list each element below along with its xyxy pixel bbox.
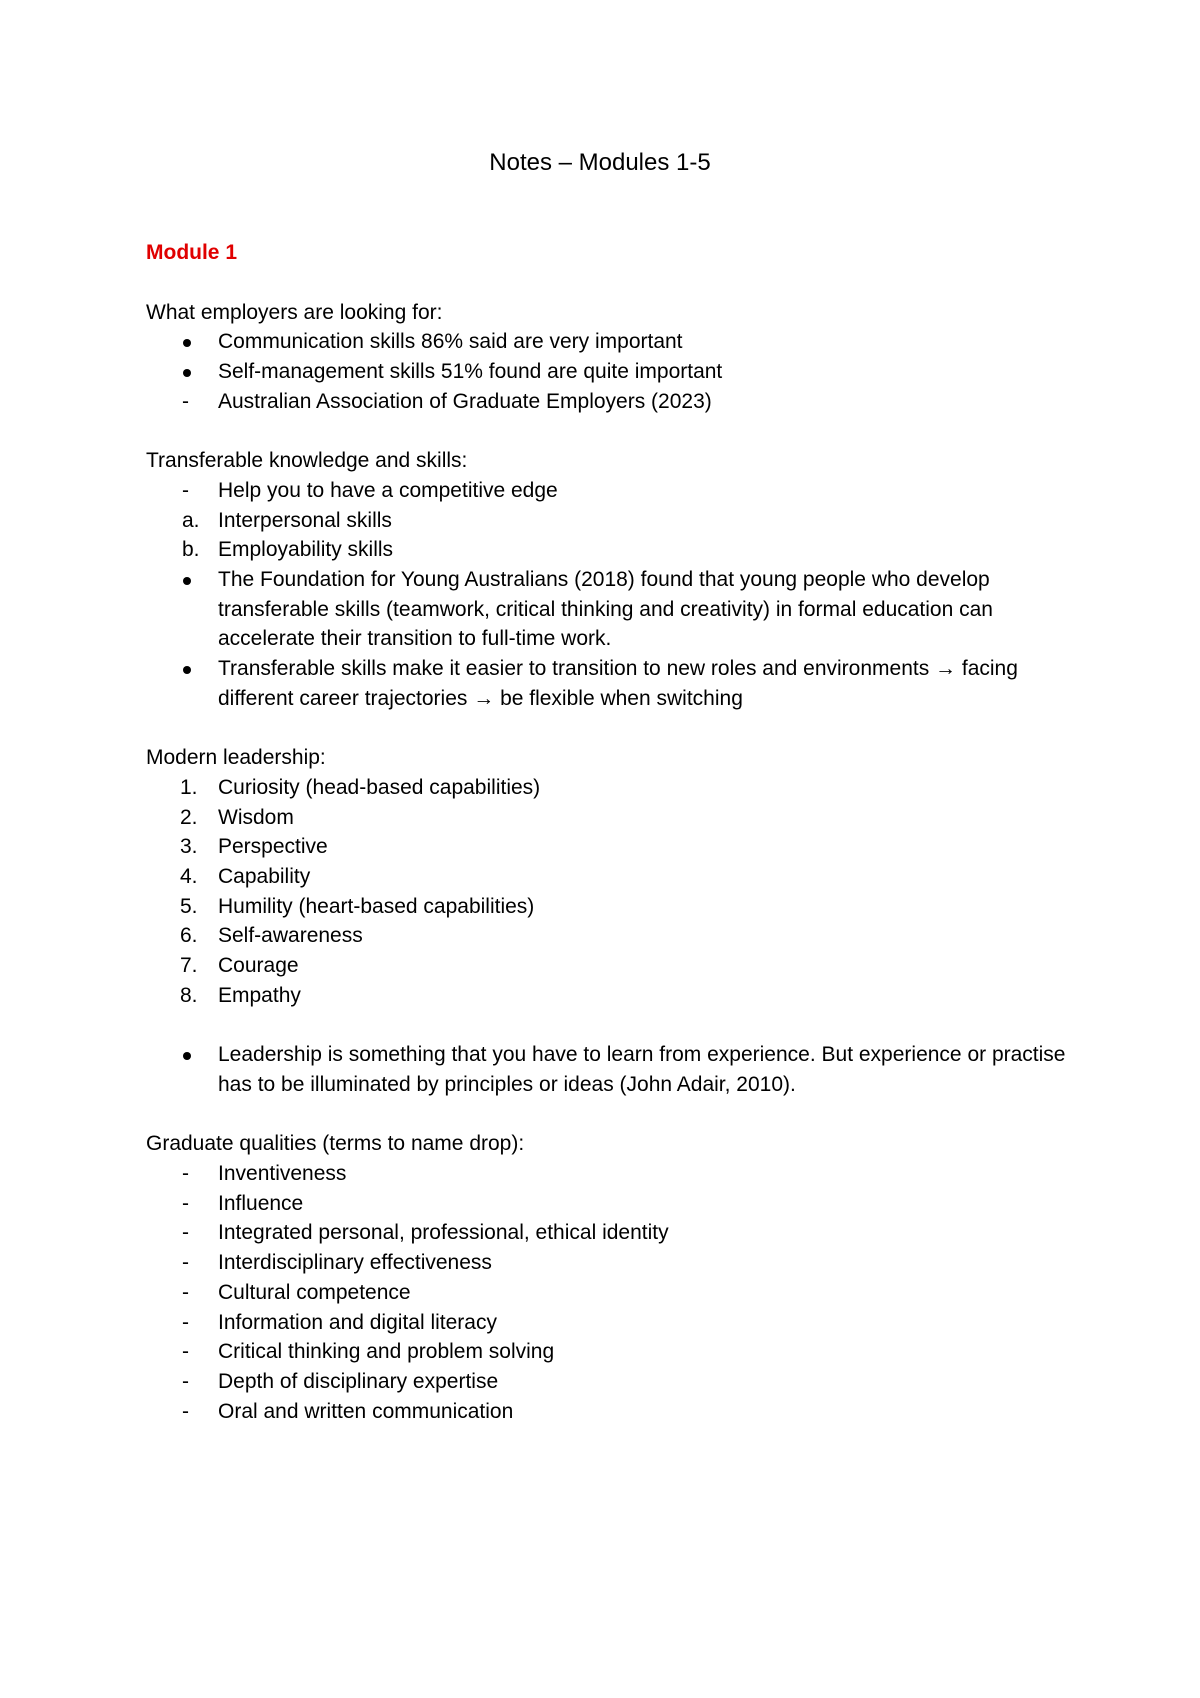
- list-item: [146, 981, 1066, 1011]
- list-item-text: Cultural competence: [218, 1280, 411, 1304]
- list-marker: 5.: [180, 894, 198, 918]
- list-marker: -: [182, 1280, 189, 1304]
- list-item: [146, 476, 1066, 506]
- list-marker: 6.: [180, 924, 198, 948]
- list-item: [146, 773, 1066, 803]
- list-marker: 4.: [180, 865, 198, 889]
- list-item-text: Self-awareness: [218, 924, 363, 948]
- section: [146, 1129, 1066, 1426]
- section-label: Modern leadership:: [146, 746, 326, 770]
- list-item: [146, 951, 1066, 981]
- list-item: [146, 327, 1066, 357]
- list-item: [146, 1248, 1066, 1278]
- section-list: [146, 773, 1066, 1100]
- list-item-text: Wisdom: [218, 805, 294, 829]
- list-item-text: Help you to have a competitive edge: [218, 478, 558, 502]
- list-item: [146, 654, 1066, 713]
- list-marker: a.: [182, 508, 200, 532]
- section-label: What employers are looking for:: [146, 300, 443, 324]
- list-marker: -: [182, 1162, 189, 1186]
- module-heading: Module 1: [146, 241, 238, 264]
- list-item-text: Perspective: [218, 835, 328, 859]
- list-item-text: Integrated personal, professional, ethical identity: [218, 1221, 669, 1245]
- list-item-text: Interdisciplinary effectiveness: [218, 1251, 492, 1275]
- list-marker: -: [182, 1191, 189, 1215]
- list-item-text: Information and digital literacy: [218, 1310, 497, 1334]
- document-title: Notes – Modules 1-5: [489, 149, 711, 176]
- list-item-text: Courage: [218, 954, 299, 978]
- list-item-text: Influence: [218, 1191, 304, 1215]
- list-marker: -: [182, 389, 189, 413]
- list-marker: -: [182, 1340, 189, 1364]
- list-item: [146, 565, 1066, 654]
- list-item: [146, 506, 1066, 536]
- list-item-text: Critical thinking and problem solving: [218, 1340, 555, 1364]
- list-item-text: Empathy: [218, 983, 301, 1007]
- list-item-text: Depth of disciplinary expertise: [218, 1369, 499, 1393]
- list-marker: b.: [182, 538, 200, 562]
- list-item: [146, 1308, 1066, 1338]
- blank-line: [146, 1011, 1066, 1041]
- list-item-text: Inventiveness: [218, 1162, 347, 1186]
- list-item: [146, 1337, 1066, 1367]
- list-item: [146, 892, 1066, 922]
- section: [146, 446, 1066, 713]
- list-item: [146, 803, 1066, 833]
- list-item-text: Humility (heart-based capabilities): [218, 894, 535, 918]
- list-item: [146, 921, 1066, 951]
- list-marker: -: [182, 1221, 189, 1245]
- list-item-text: Oral and written communication: [218, 1399, 514, 1423]
- document-body: [146, 238, 1066, 1456]
- list-item-text: Communication skills 86% said are very important: [218, 330, 683, 354]
- list-marker: 3.: [180, 835, 198, 859]
- section: [146, 743, 1066, 1099]
- list-item: [146, 1189, 1066, 1219]
- list-item: [146, 1040, 1066, 1099]
- list-item-text: Leadership is something that you have to learn from experience. But experience or practise has to be illuminated by principles or ideas (John Adair, 2010).: [218, 1043, 1066, 1096]
- section-label: Transferable knowledge and skills:: [146, 449, 468, 473]
- section: [146, 298, 1066, 417]
- section-list: [146, 1159, 1066, 1426]
- list-item-text: Self-management skills 51% found are quite important: [218, 360, 723, 384]
- list-item-text: Capability: [218, 865, 311, 889]
- list-item-text: Transferable skills make it easier to transition to new roles and environments → facing different career trajectories → be flexible when switching: [218, 657, 1018, 710]
- list-marker: -: [182, 1399, 189, 1423]
- list-item: [146, 832, 1066, 862]
- list-item-text: Interpersonal skills: [218, 508, 392, 532]
- list-marker: -: [182, 478, 189, 502]
- list-item: [146, 1397, 1066, 1427]
- list-marker: 8.: [180, 983, 198, 1007]
- list-item: [146, 1159, 1066, 1189]
- list-item: [146, 1367, 1066, 1397]
- section-label: Graduate qualities (terms to name drop):: [146, 1132, 525, 1156]
- list-item: [146, 1218, 1066, 1248]
- list-marker: 7.: [180, 954, 198, 978]
- section-list: [146, 476, 1066, 714]
- list-item-text: Employability skills: [218, 538, 394, 562]
- list-marker: 1.: [180, 775, 198, 799]
- list-marker: -: [182, 1310, 189, 1334]
- list-item: [146, 1278, 1066, 1308]
- list-item-text: Curiosity (head-based capabilities): [218, 775, 541, 799]
- list-item-text: The Foundation for Young Australians (2018) found that young people who develop transferable skills (teamwork, critical thinking and creativity) in formal education can accelerate their transition to full-time work.: [218, 568, 993, 651]
- list-marker: -: [182, 1369, 189, 1393]
- list-item: [146, 862, 1066, 892]
- list-marker: -: [182, 1251, 189, 1275]
- list-item: [146, 357, 1066, 387]
- list-marker: 2.: [180, 805, 198, 829]
- section-list: [146, 327, 1066, 416]
- list-item: [146, 535, 1066, 565]
- list-item: [146, 387, 1066, 417]
- list-item-text: Australian Association of Graduate Employers (2023): [218, 389, 712, 413]
